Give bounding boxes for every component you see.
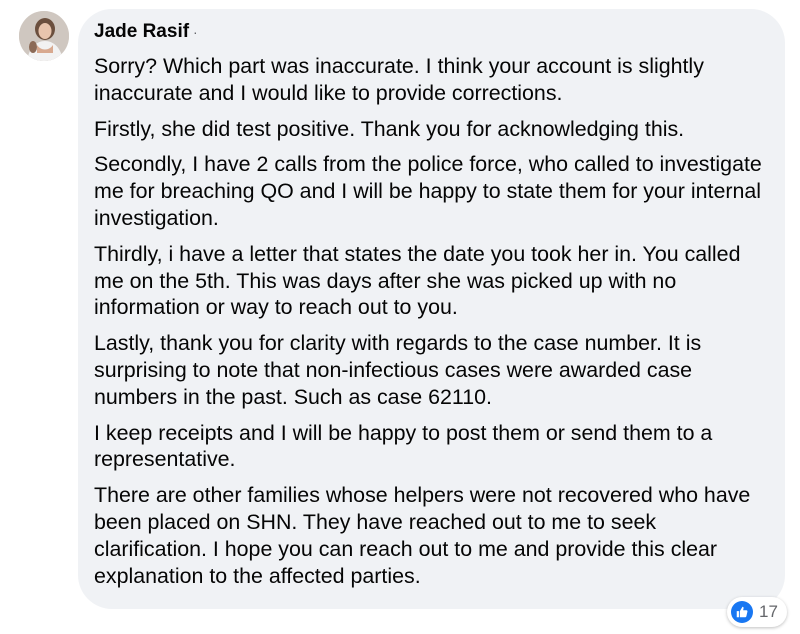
- author-name[interactable]: Jade Rasif: [94, 21, 190, 42]
- avatar[interactable]: [19, 11, 69, 61]
- profile-photo: [19, 11, 69, 61]
- comment-paragraph: I keep receipts and I will be happy to post them or send them to a representative.: [94, 420, 713, 472]
- reaction-count: 17: [759, 602, 778, 621]
- reactions-summary[interactable]: [727, 597, 787, 627]
- comment-paragraph: Sorry? Which part was inaccurate. I think your account is slightly inaccurate and I would like to provide corrections.: [94, 54, 704, 105]
- comment-paragraph: There are other families whose helpers were not recovered who have been placed on SHN. They have reached out to me to seek clarification. I hope you can reach out to me and provide this clear explanation to the affected parties.: [94, 483, 751, 588]
- author-separator: ·: [193, 24, 198, 40]
- comment-paragraph: Secondly, I have 2 calls from the police force, who called to investigate me for breaching QO and I will be happy to state them for your internal investigation.: [94, 152, 762, 230]
- comment-paragraph: Lastly, thank you for clarity with regards to the case number. It is surprising to note that non-infectious cases were awarded case numbers in the past. Such as case 62110.: [94, 331, 702, 409]
- comment-paragraph: Firstly, she did test positive. Thank you for acknowledging this.: [94, 116, 685, 141]
- comment-bubble: [78, 9, 785, 609]
- comment-header: [94, 21, 769, 47]
- comment-paragraph: Thirdly, i have a letter that states the date you took her in. You called me on the 5th. This was days after she was picked up with no information or way to reach out to you.: [94, 241, 741, 320]
- thumbs-up-icon: [731, 601, 753, 623]
